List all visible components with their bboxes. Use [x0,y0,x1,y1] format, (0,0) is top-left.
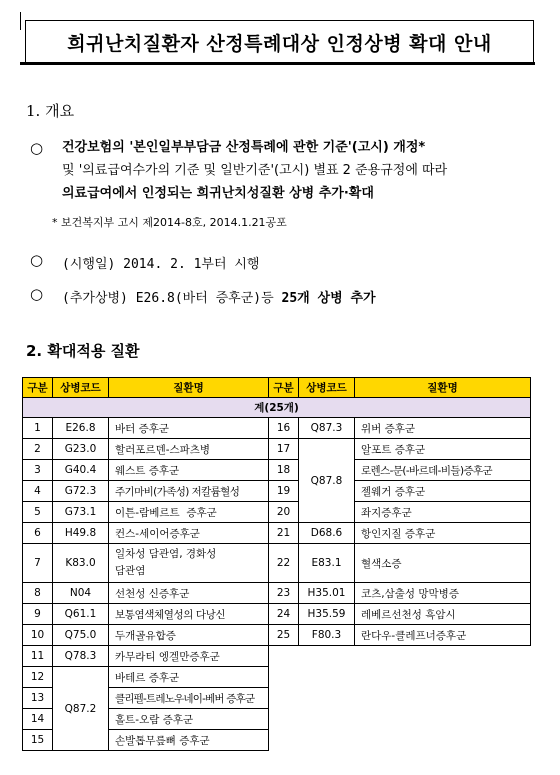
table-total-row [23,398,531,418]
added-prefix: (추가상병) E26.8(바터 증후군)등 [62,291,282,306]
disease-code: Q78.3 [53,646,109,667]
row-number: 4 [23,481,53,502]
disease-name: 할러포르덴-스파츠병 [109,439,269,460]
total-count: 계(25개) [23,398,531,418]
row-number: 22 [269,544,299,583]
title-text: 희귀난치질환자 산정특례대상 인정상병 확대 안내 [67,32,492,55]
disease-name: 컨스-세이어증후군 [109,523,269,544]
row-number: 10 [23,625,53,646]
disease-name: 이튼-람베르트 증후군 [109,502,269,523]
table-row [23,523,531,544]
disease-name: 위버 증후군 [355,418,531,439]
row-number: 24 [269,604,299,625]
row-number: 23 [269,583,299,604]
row-number: 21 [269,523,299,544]
disease-name: 란다우-클레프너증후군 [355,625,531,646]
table-row [23,481,531,502]
disease-name: 알포트 증후군 [355,439,531,460]
disease-name: 항인지질 증후군 [355,523,531,544]
disease-code: Q61.1 [53,604,109,625]
table-row [23,439,531,460]
disease-code: H35.01 [299,583,355,604]
section2-heading: 2. 확대적용 질환 [26,342,140,360]
table-row [23,604,531,625]
row-number: 25 [269,625,299,646]
title-underline [20,62,535,65]
disease-code: D68.6 [299,523,355,544]
disease-code: F80.3 [299,625,355,646]
added-diseases-item [62,287,376,306]
disease-name: 바테르 증후군 [109,667,269,688]
row-number: 15 [23,730,53,751]
disease-name: 혈색소증 [355,544,531,583]
table-row [23,646,531,667]
row-number: 3 [23,460,53,481]
empty-area [269,646,531,751]
disease-name: 보통염색체열성의 다낭신 [109,604,269,625]
disease-name: 레베르선천성 흑암시 [355,604,531,625]
table-row [23,502,531,523]
row-number: 5 [23,502,53,523]
disease-code: N04 [53,583,109,604]
disease-name: 클리펠-트레노우네이-베버 증후군 [109,688,269,709]
row-number: 7 [23,544,53,583]
row-number: 6 [23,523,53,544]
disease-name [109,544,269,583]
para-line-1: 건강보험의 '본인일부부담금 산정특례에 관한 기준'(고시) 개정* [62,140,426,155]
disease-code: K83.0 [53,544,109,583]
section1-heading: 1. 개요 [26,102,75,120]
row-number: 14 [23,709,53,730]
disease-name: 주기마비(가족성) 저칼륨혈성 [109,481,269,502]
table-row [23,544,531,583]
disease-name: 바터 증후군 [109,418,269,439]
disease-name-line1: 일차성 담관염, 경화성 [115,548,217,560]
added-count: 25개 상병 추가 [281,291,376,306]
row-number: 20 [269,502,299,523]
disease-code: G23.0 [53,439,109,460]
header-disease: 질환명 [109,378,269,398]
disease-code: E26.8 [53,418,109,439]
row-number: 13 [23,688,53,709]
header-category: 구분 [23,378,53,398]
disease-code: G40.4 [53,460,109,481]
header-category-2: 구분 [269,378,299,398]
row-number: 9 [23,604,53,625]
header-disease-2: 질환명 [355,378,531,398]
disease-name: 젤웨거 증후군 [355,481,531,502]
table-row [23,583,531,604]
row-number: 2 [23,439,53,460]
row-number: 16 [269,418,299,439]
disease-name: 카무라티 엥겔만증후군 [109,646,269,667]
para-line-3: 의료급여에서 인정되는 희귀난치성질환 상병 추가·확대 [62,186,374,201]
header-code-2: 상병코드 [299,378,355,398]
disease-code-merged: Q87.2 [53,667,109,751]
notice-footnote: * 보건복지부 고시 제2014-8호, 2014.1.21공포 [52,216,287,229]
disease-table [22,377,531,751]
effective-date-item: (시행일) 2014. 2. 1부터 시행 [62,257,260,272]
disease-name: 좌지증후군 [355,502,531,523]
disease-code: E83.1 [299,544,355,583]
row-number: 1 [23,418,53,439]
disease-name: 웨스트 증후군 [109,460,269,481]
disease-code: Q75.0 [53,625,109,646]
corner-mark [20,12,21,30]
row-number: 12 [23,667,53,688]
bullet-circle-2: ○ [30,251,44,269]
overview-paragraph [62,137,532,206]
disease-name: 두개골유합증 [109,625,269,646]
disease-name: 로렌스-문(-바르데-비들)증후군 [355,460,531,481]
table-row [23,625,531,646]
bullet-circle-1: ○ [30,139,44,157]
table-header-row [23,378,531,398]
disease-code-merged: Q87.8 [299,439,355,523]
disease-name: 코츠,삼출성 망막병증 [355,583,531,604]
disease-code: H49.8 [53,523,109,544]
disease-name: 손발톱무릎뼈 증후군 [109,730,269,751]
row-number: 11 [23,646,53,667]
disease-code: H35.59 [299,604,355,625]
header-code: 상병코드 [53,378,109,398]
bullet-circle-3: ○ [30,285,44,303]
table-row [23,460,531,481]
row-number: 18 [269,460,299,481]
table-row [23,418,531,439]
page-title [25,20,534,63]
row-number: 19 [269,481,299,502]
disease-name-line2: 담관염 [115,565,146,577]
row-number: 17 [269,439,299,460]
disease-code: G73.1 [53,502,109,523]
disease-code: Q87.3 [299,418,355,439]
row-number: 8 [23,583,53,604]
para-line-2: 및 '의료급여수가의 기준 및 일반기준'(고시) 별표 2 준용규정에 따라 [62,163,448,178]
disease-name: 홀트-오람 증후군 [109,709,269,730]
disease-name: 선천성 신증후군 [109,583,269,604]
disease-code: G72.3 [53,481,109,502]
